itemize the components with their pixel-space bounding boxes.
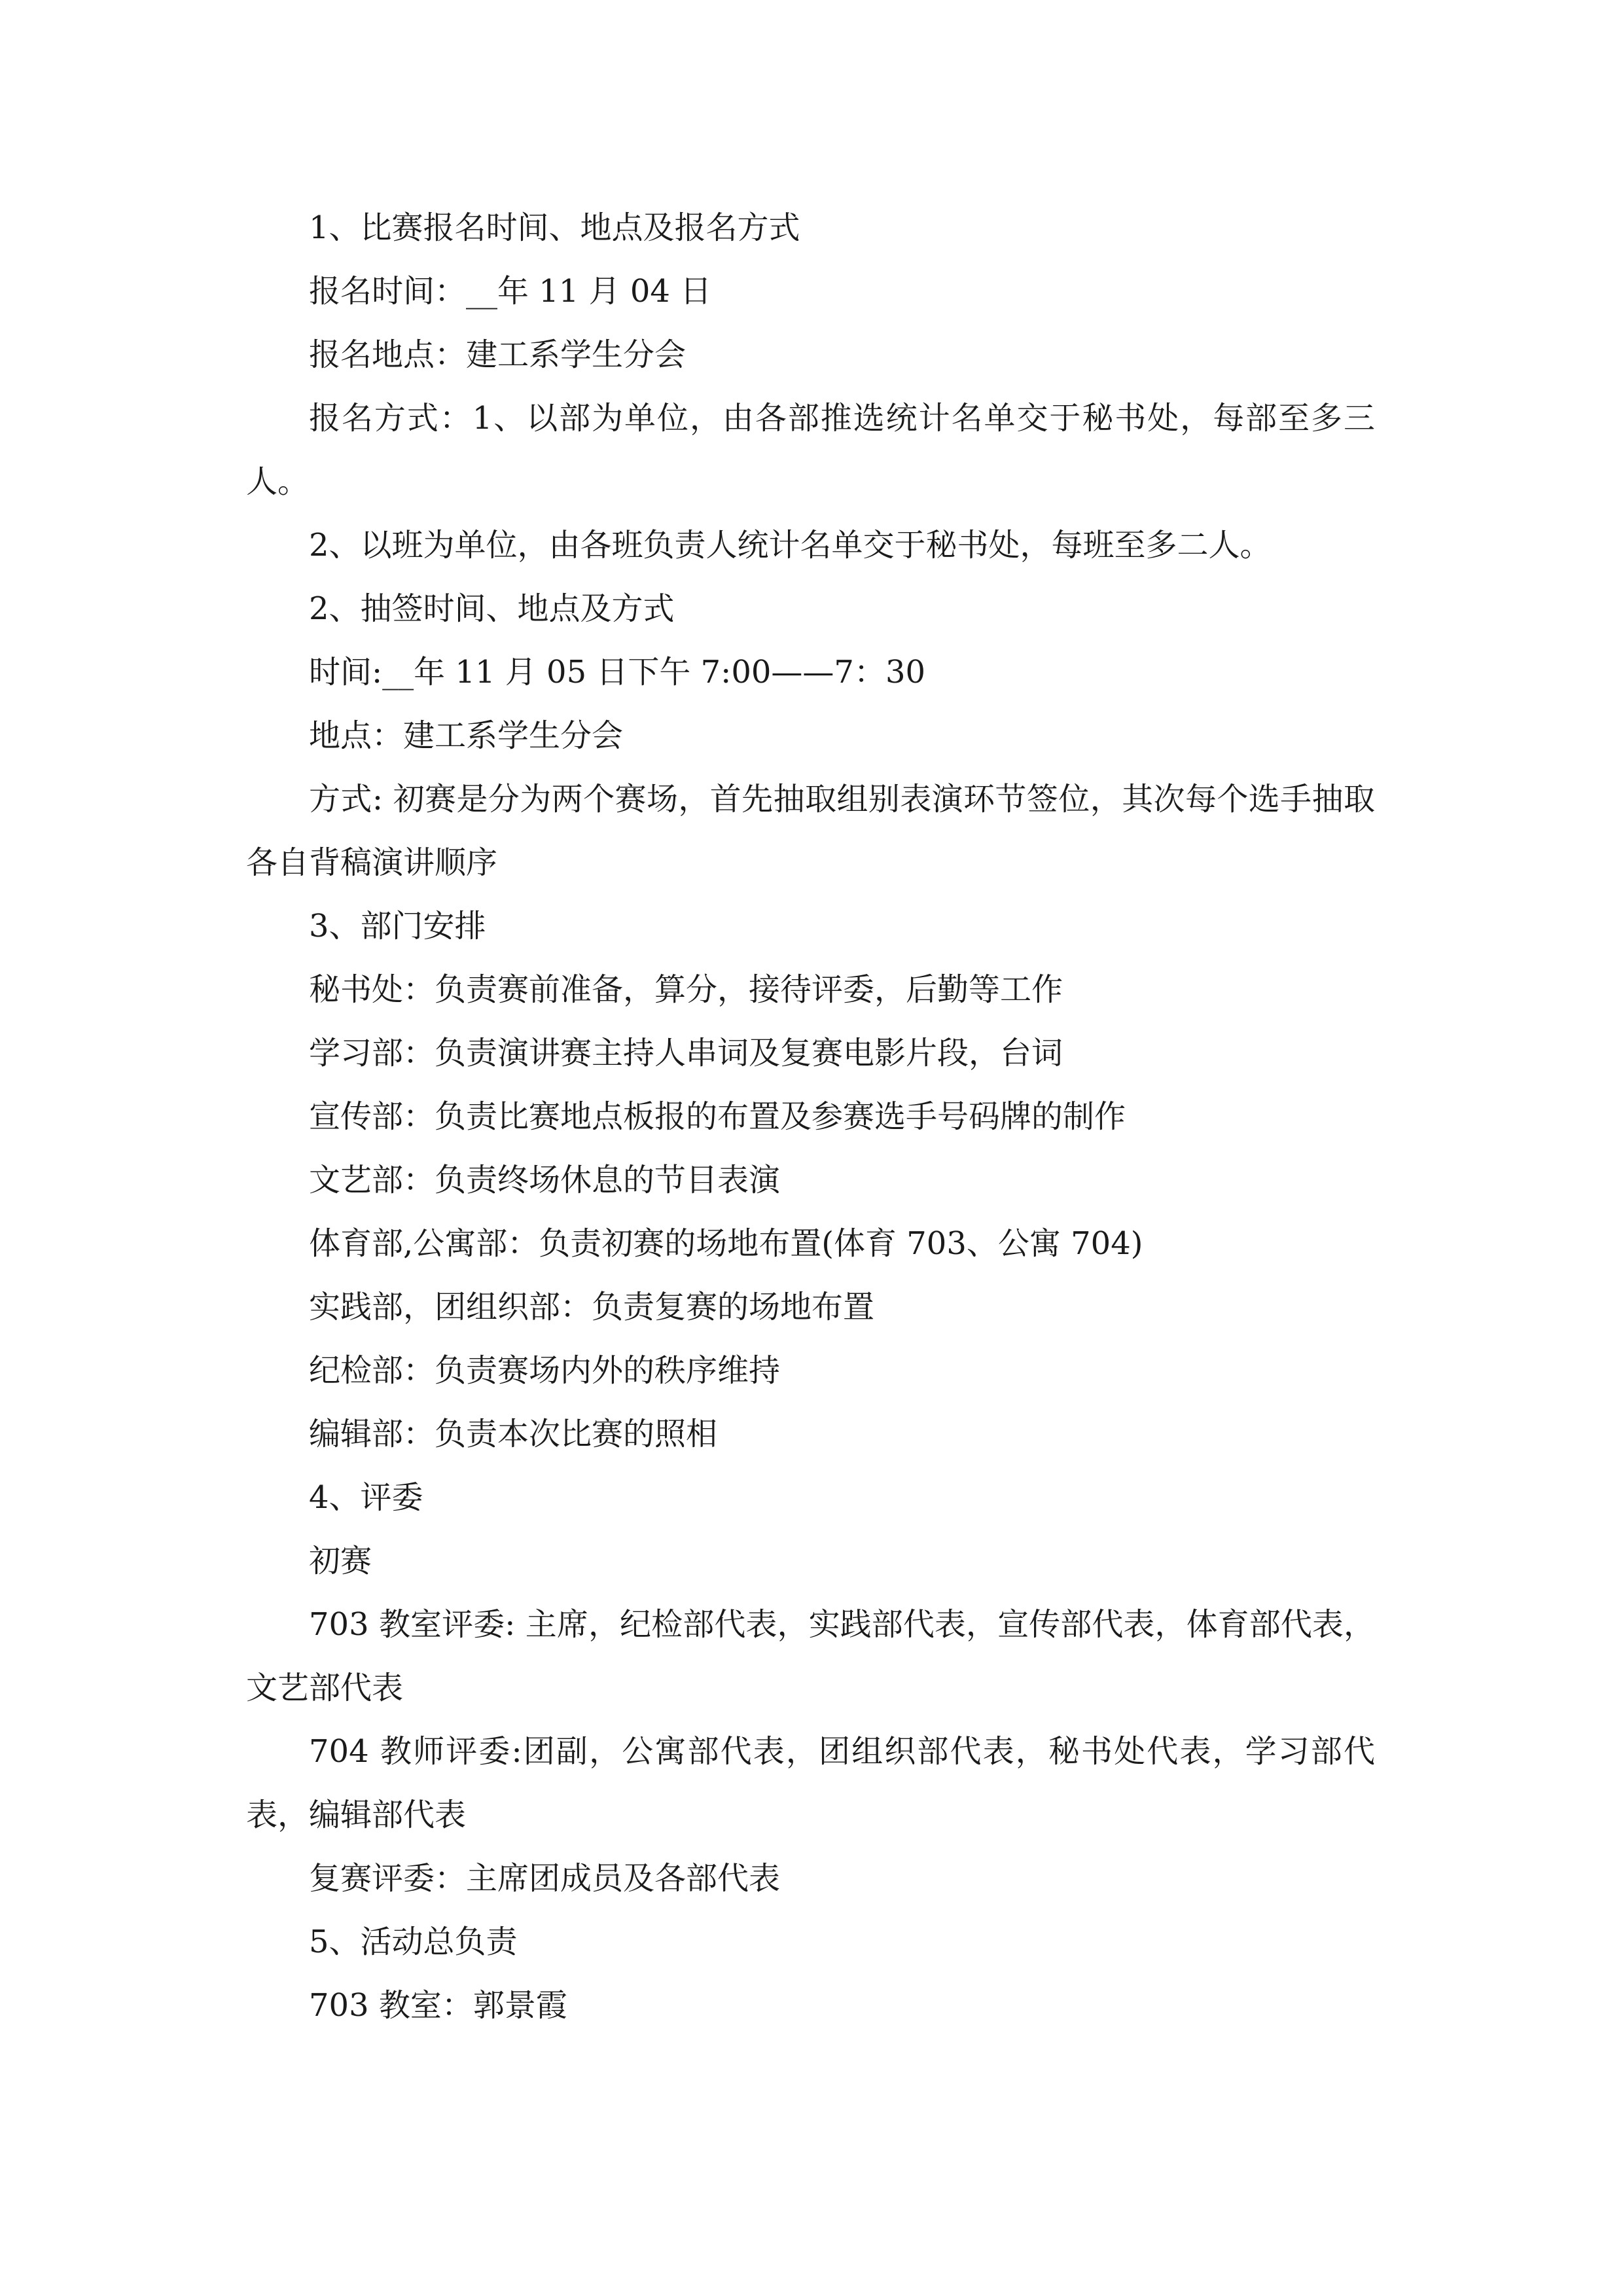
registration-time: 报名时间：__年 11 月 04 日 <box>309 273 712 310</box>
judges-final-round: 复赛评委：主席团成员及各部代表 <box>309 1860 781 1897</box>
section-heading-draw: 2、抽签时间、地点及方式 <box>309 590 675 627</box>
section-heading-lead: 5、活动总负责 <box>309 1924 518 1960</box>
registration-method-1: 报名方式：1、以部为单位，由各部推选统计名单交于秘书处，每部至多三人。 <box>246 400 1375 500</box>
registration-location: 报名地点：建工系学生分会 <box>309 336 687 373</box>
dept-sports-dorm: 体育部,公寓部：负责初赛的场地布置(体育 703、公寓 704) <box>309 1225 1143 1262</box>
draw-time: 时间:__年 11 月 05 日下午 7:00——7：30 <box>309 654 926 691</box>
section-heading-departments: 3、部门安排 <box>309 908 486 944</box>
section-heading-registration: 1、比赛报名时间、地点及报名方式 <box>309 209 800 246</box>
dept-practice-league: 实践部，团组织部：负责复赛的场地布置 <box>309 1289 875 1325</box>
preliminary-round-label: 初赛 <box>309 1543 372 1579</box>
dept-secretariat: 秘书处：负责赛前准备，算分，接待评委，后勤等工作 <box>309 971 1063 1008</box>
dept-editorial: 编辑部：负责本次比赛的照相 <box>309 1416 718 1452</box>
dept-discipline: 纪检部：负责赛场内外的秩序维持 <box>309 1352 781 1389</box>
lead-room-703: 703 教室：郭景霞 <box>309 1987 567 2024</box>
registration-method-2: 2、以班为单位，由各班负责人统计名单交于秘书处，每班至多二人。 <box>309 527 1272 564</box>
draw-method: 方式: 初赛是分为两个赛场，首先抽取组别表演环节签位，其次每个选手抽取各自背稿演讲顺序 <box>246 781 1375 881</box>
draw-location: 地点：建工系学生分会 <box>309 717 624 754</box>
judges-room-703: 703 教室评委: 主席，纪检部代表，实践部代表，宣传部代表，体育部代表，文艺部代表 <box>246 1606 1375 1706</box>
document-body <box>246 196 1375 2037</box>
dept-publicity: 宣传部：负责比赛地点板报的布置及参赛选手号码牌的制作 <box>309 1098 1126 1135</box>
dept-arts: 文艺部：负责终场休息的节目表演 <box>309 1162 781 1198</box>
judges-room-704: 704 教师评委:团副，公寓部代表，团组织部代表，秘书处代表，学习部代表，编辑部代表 <box>246 1733 1375 1833</box>
section-heading-judges: 4、评委 <box>309 1479 423 1516</box>
dept-study: 学习部：负责演讲赛主持人串词及复赛电影片段，台词 <box>309 1035 1063 1071</box>
